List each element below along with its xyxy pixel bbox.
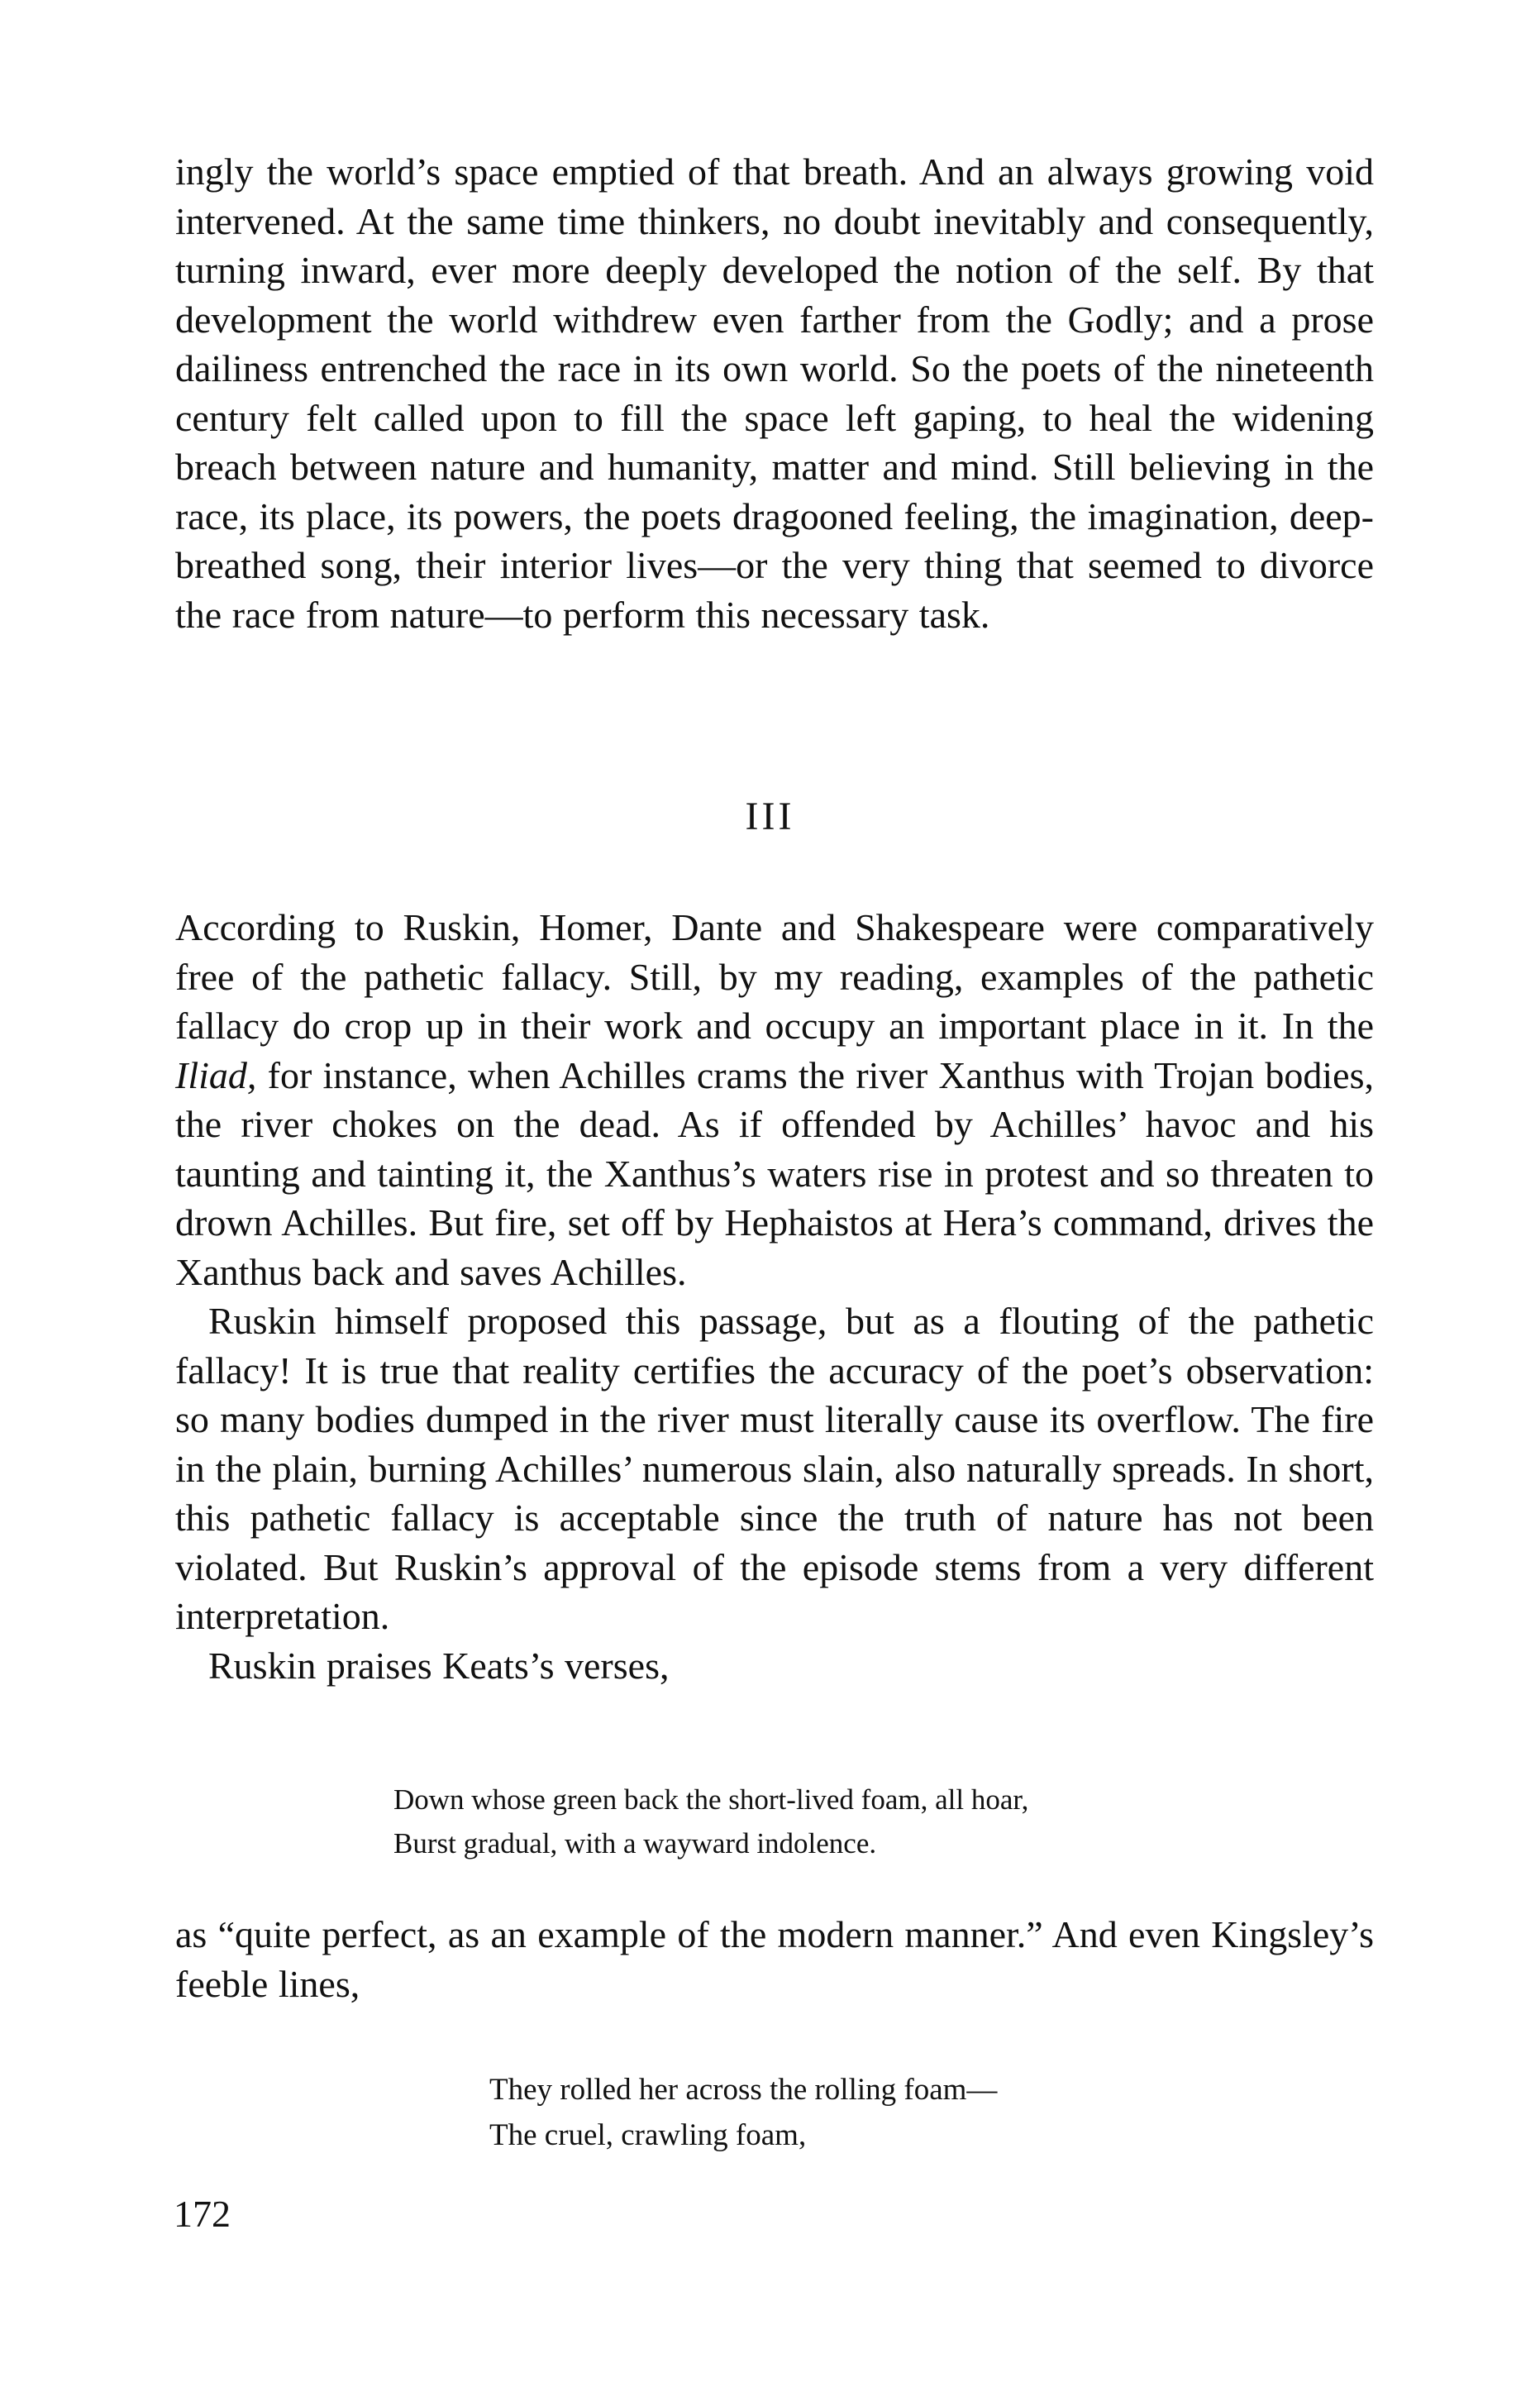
paragraph-ruskin-intro xyxy=(175,903,1374,1296)
kingsley-quote-line-2: The cruel, crawling foam, xyxy=(489,2118,807,2152)
paragraph-ruskin-flouting: Ruskin himself proposed this passage, but as a flouting of the pathetic fallacy! It is true that reality certifies the accuracy of the poet’s observation: so many bodies dumped in the river must literally cause its overflow. The fire in the plain, burning Achilles’ numerous slain, also naturally spreads. In short, this pathetic fallacy is acceptable since the truth of nature has not been violated. But Ruskin’s approval of the episode stems from a very different interpretation. xyxy=(175,1300,1374,1637)
kingsley-quote xyxy=(489,2067,997,2158)
iliad-title: Iliad, xyxy=(175,1053,257,1096)
paragraph-continued: ingly the world’s space emptied of that breath. And an always growing void intervened. At the same time thinkers, no doubt inevitably and consequently, turning inward, ever more deeply developed the notion of the self. By that development the world withdrew even farther from the Godly; and a prose dailiness entrenched the race in its own world. So the poets of the nineteenth century felt called upon to fill the space left gaping, to heal the widening breach between nature and humanity, matter and mind. Still believing in the race, its place, its powers, the poets dragooned feeling, the imagination, deep-breathed song, their interior lives—or the very thing that seemed to divorce the race from nature—to perform this necessary task. xyxy=(175,150,1374,636)
section-heading: III xyxy=(745,795,795,838)
keats-quote-line-2: Burst gradual, with a wayward indolence. xyxy=(393,1827,877,1859)
page-number: 172 xyxy=(174,2193,231,2235)
paragraph-ruskin-intro-part-a: According to Ruskin, Homer, Dante and Shakespeare were comparatively free of the pathetic fallacy. Still, by my reading, examples of the pathetic fallacy do crop up in their work and occupy an important place in it. In the xyxy=(175,906,1374,1047)
keats-quote-line-1: Down whose green back the short-lived foam, all hoar, xyxy=(393,1783,1029,1816)
paragraph-ruskin-praises: Ruskin praises Keats’s verses, xyxy=(208,1644,670,1687)
paragraph-ruskin-intro-part-b: for instance, when Achilles crams the river Xanthus with Trojan bodies, the river chokes on the dead. As if offended by Achilles’ havoc and his taunting and tainting it, the Xanthus’s waters rise in protest and so threaten to drown Achilles. But fire, set off by Hephaistos at Hera’s command, drives the Xanthus back and saves Achilles. xyxy=(175,1053,1374,1293)
body-text-section-three xyxy=(175,903,1374,1690)
kingsley-quote-line-1: They rolled her across the rolling foam— xyxy=(489,2073,998,2107)
body-text-after-keats xyxy=(175,1910,1374,2008)
keats-quote xyxy=(393,1778,1028,1865)
body-text-top xyxy=(175,147,1374,639)
paragraph-after-keats: as “quite perfect, as an example of the modern manner.” And even Kingsley’s feeble lines, xyxy=(175,1913,1374,2005)
